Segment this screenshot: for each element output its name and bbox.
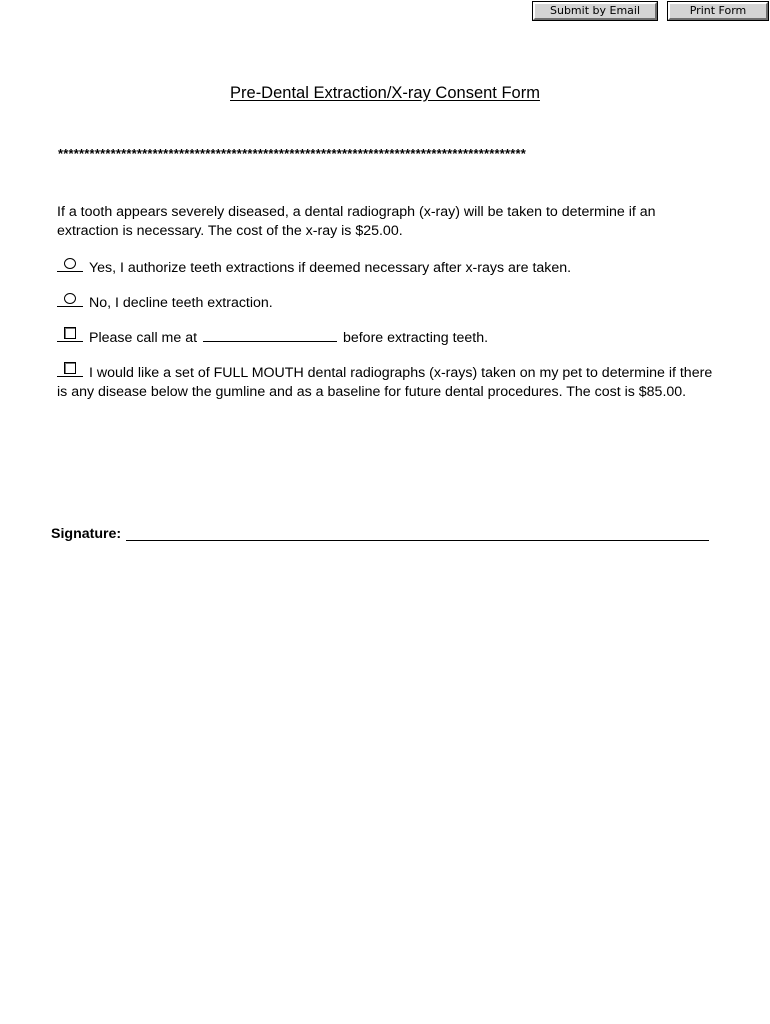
no-radio-field[interactable] — [57, 292, 83, 307]
radio-icon — [64, 258, 76, 269]
signature-field[interactable] — [126, 540, 709, 541]
option-yes-row — [57, 257, 717, 278]
option-call-prefix: Please call me at — [89, 330, 198, 346]
submit-by-email-button[interactable]: Submit by Email — [533, 2, 657, 20]
fullmouth-checkbox-field[interactable] — [57, 362, 83, 377]
option-no-label: No, I decline teeth extraction. — [89, 295, 273, 311]
yes-radio-field[interactable] — [57, 257, 83, 272]
call-checkbox-field[interactable] — [57, 327, 83, 342]
intro-paragraph: If a tooth appears severely diseased, a dental radiograph (x-ray) will be taken to determine if an extraction is necessary. The cost of the x-ray is $25.00. — [57, 204, 656, 239]
checkbox-icon — [64, 362, 76, 374]
separator-line: ***************************************************************************************** — [58, 146, 527, 161]
option-call-suffix: before extracting teeth. — [342, 330, 489, 346]
print-form-button[interactable]: Print Form — [668, 2, 768, 20]
form-title: Pre-Dental Extraction/X-ray Consent Form — [230, 84, 540, 102]
option-no-row — [57, 292, 717, 313]
option-call-row — [57, 327, 717, 348]
checkbox-icon — [64, 327, 76, 339]
phone-number-field[interactable] — [203, 328, 337, 342]
option-fullmouth-row — [57, 362, 717, 401]
option-fullmouth-label: I would like a set of FULL MOUTH dental radiographs (x-rays) taken on my pet to determine if there is any disease below the gumline and as a baseline for future dental procedures. The cost is $85.00. — [57, 365, 713, 400]
radio-icon — [64, 293, 76, 304]
signature-label: Signature: — [51, 526, 122, 542]
option-yes-label: Yes, I authorize teeth extractions if deemed necessary after x-rays are taken. — [89, 260, 572, 276]
